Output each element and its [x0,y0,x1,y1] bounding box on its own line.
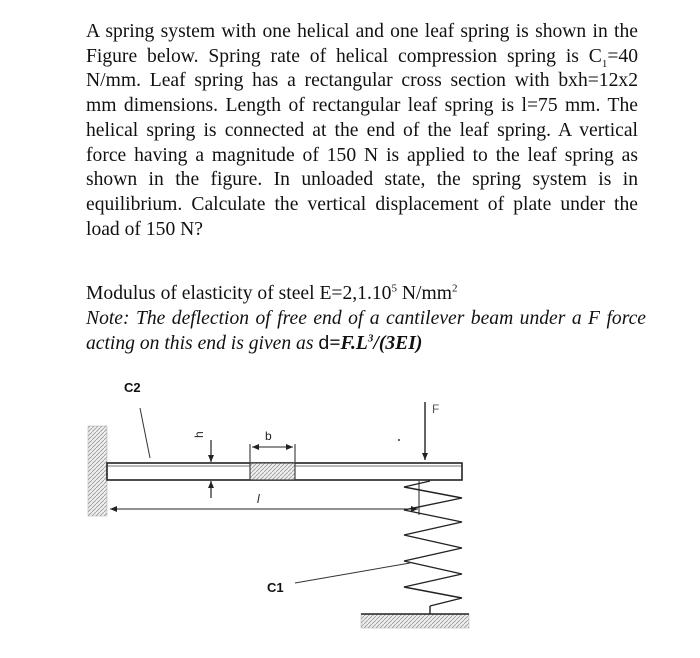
helical-spring [404,481,462,606]
label-b: b [265,429,272,443]
note-text: Note: The deflection of free end of a cantilever beam under a F force acting on this end is given as [86,307,646,355]
formula-part-a: =F.L [329,333,368,355]
modulus-exponent: 5 [391,282,397,295]
cross-section-hatch [250,463,295,480]
problem-statement [86,20,638,242]
given-data [86,282,646,357]
problem-text-part1: A spring system with one helical and one leaf spring is shown in the Figure below. Spring rate of helical compression spring is C [86,21,638,67]
label-l: l [257,492,260,506]
modulus-text: Modulus of elasticity of steel E=2,1.10 [86,283,392,304]
modulus-unit-exponent: 2 [451,282,458,295]
label-c2: C2 [124,380,141,395]
note-line [86,307,646,357]
modulus-line [86,282,646,307]
modulus-unit: N/mm [396,283,452,304]
formula-part-b: /(3EI) [373,333,423,355]
c1-subscript: 1 [601,57,608,70]
label-h: h [192,431,206,438]
problem-text-part2: =40 N/mm. Leaf spring has a rectangular cross section with bxh=12x2 mm dimensions. Length of rectangular leaf spring is l=75 mm. The helical spring is connected at the end of the leaf spring. A vertical force having a magnitude of 150 N is applied to the leaf spring as shown in the figure. In unloaded state, the spring system is in equilibrium. Calculate the vertical displacement of plate under the load of 150 N? [86,45,638,240]
ground-support [361,614,469,628]
label-c1: C1 [267,580,284,595]
label-force: F [432,402,440,416]
c1-leader-line [295,563,410,583]
formula-exponent: 3 [367,332,374,345]
spring-system-figure [80,372,480,642]
c2-leader-line [140,408,150,458]
formula-d-symbol: d [318,332,330,355]
wall-support [88,426,107,516]
